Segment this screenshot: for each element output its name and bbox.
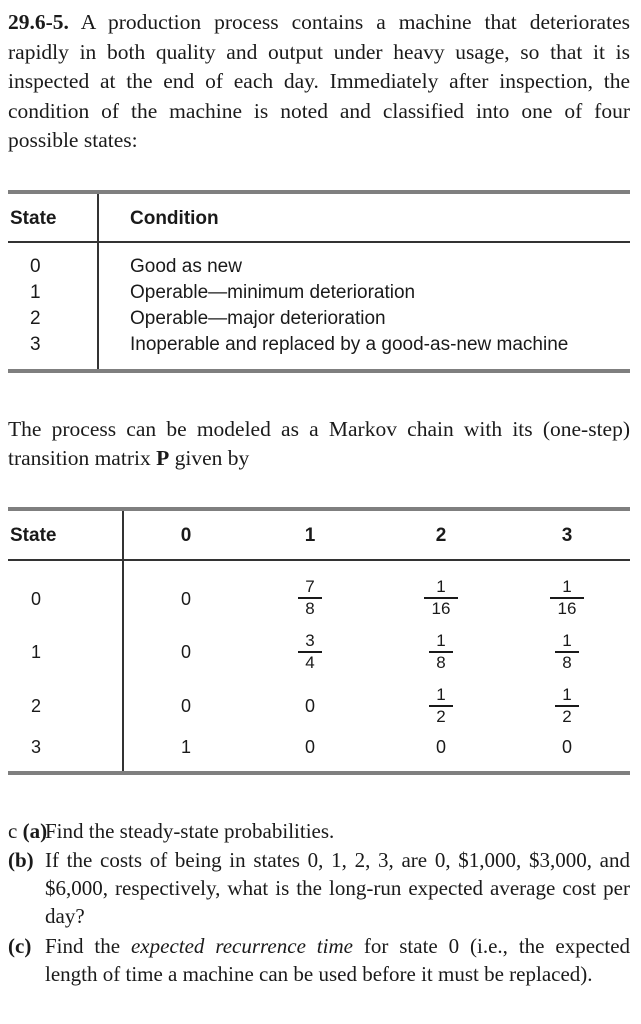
question-c-text-before: Find the (45, 934, 131, 958)
fraction-numerator: 1 (436, 631, 446, 650)
fraction-denominator: 4 (305, 652, 315, 672)
question-a-text: Find the steady-state probabilities. (45, 819, 335, 843)
question-b-label: (b) (8, 848, 34, 872)
markov-text-before: The process can be modeled as a Markov chain with its (one-step) transition matrix (8, 417, 630, 470)
table-bottom-rule (8, 369, 630, 373)
fraction-denominator: 2 (562, 706, 572, 726)
matrix-row-state: 0 (30, 589, 41, 609)
matrix-row-state: 3 (30, 737, 41, 757)
question-c-text-after: for state 0 (i.e., the expected length of time a machine can be used before it must be replaced). (45, 934, 631, 986)
question-c-label: (c) (8, 934, 32, 958)
matrix-cell: 0 (180, 589, 191, 609)
question-c-body (45, 932, 630, 988)
condition-column-header: Condition (130, 208, 219, 229)
matrix-col-header: 1 (304, 525, 316, 546)
intro-text: A production process contains a machine that deteriorates rapidly in both quality and output under heavy usage, so that it is inspected at the end of each day. Immediately after inspection, the condition of the machine is noted and classified into one of four possible states: (8, 10, 630, 152)
matrix-fraction (555, 632, 579, 672)
fraction-numerator: 1 (436, 685, 446, 704)
table-column-divider (97, 194, 99, 369)
fraction-numerator: 3 (305, 631, 315, 650)
matrix-header-rule (8, 559, 630, 561)
matrix-fraction (555, 686, 579, 726)
matrix-row-state: 2 (30, 696, 41, 716)
fraction-denominator: 16 (557, 598, 577, 618)
markov-text-after: given by (169, 446, 250, 470)
matrix-symbol: P (156, 446, 170, 470)
state-value: 1 (30, 282, 41, 303)
fraction-numerator: 1 (562, 577, 572, 596)
table-header-rule (8, 241, 630, 243)
fraction-numerator: 7 (305, 577, 315, 596)
matrix-top-rule (8, 507, 630, 511)
question-a (8, 817, 630, 845)
question-a-marker: c (8, 819, 18, 843)
matrix-bottom-rule (8, 771, 630, 775)
fraction-numerator: 1 (562, 631, 572, 650)
condition-value: Inoperable and replaced by a good-as-new machine (130, 334, 569, 355)
fraction-denominator: 16 (431, 598, 451, 618)
state-value: 3 (30, 334, 41, 355)
fraction-numerator: 1 (562, 685, 572, 704)
matrix-cell: 0 (561, 737, 572, 757)
question-a-label (8, 817, 47, 845)
markov-paragraph (8, 415, 630, 473)
question-a-number: (a) (22, 819, 48, 843)
problem-statement (8, 8, 630, 156)
fraction-numerator: 1 (436, 577, 446, 596)
matrix-col-header: 3 (561, 525, 573, 546)
matrix-state-header: State (10, 525, 57, 546)
question-b-text: If the costs of being in states 0, 1, 2, 3, are 0, $1,000, $3,000, and $6,000, respectively, what is the long-run expected average cost per day? (45, 848, 630, 928)
matrix-cell: 0 (180, 696, 191, 716)
state-value: 0 (30, 256, 41, 277)
matrix-cell: 0 (435, 737, 446, 757)
question-c-italic: expected recurrence time (130, 934, 353, 958)
matrix-row-state: 1 (30, 642, 41, 662)
state-column-header: State (10, 208, 57, 229)
matrix-column-divider (122, 511, 124, 772)
matrix-fraction (298, 578, 322, 618)
fraction-denominator: 2 (436, 706, 446, 726)
matrix-cell: 0 (180, 642, 191, 662)
fraction-denominator: 8 (305, 598, 315, 618)
fraction-denominator: 8 (436, 652, 446, 672)
matrix-fraction (550, 578, 584, 618)
matrix-cell: 0 (304, 696, 315, 716)
matrix-col-header: 0 (180, 525, 192, 546)
matrix-fraction (298, 632, 322, 672)
question-a-body (45, 817, 630, 845)
condition-value: Good as new (130, 256, 242, 277)
problem-number: 29.6-5. (8, 10, 69, 34)
condition-value: Operable—major deterioration (130, 308, 386, 329)
matrix-col-header: 2 (435, 525, 447, 546)
fraction-denominator: 8 (562, 652, 572, 672)
matrix-cell: 1 (180, 737, 191, 757)
matrix-fraction (429, 686, 453, 726)
table-top-rule (8, 190, 630, 194)
state-value: 2 (30, 308, 41, 329)
matrix-fraction (429, 632, 453, 672)
matrix-cell: 0 (304, 737, 315, 757)
matrix-fraction (424, 578, 458, 618)
question-b (8, 846, 630, 930)
condition-value: Operable—minimum deterioration (130, 282, 416, 303)
question-c (8, 932, 630, 988)
